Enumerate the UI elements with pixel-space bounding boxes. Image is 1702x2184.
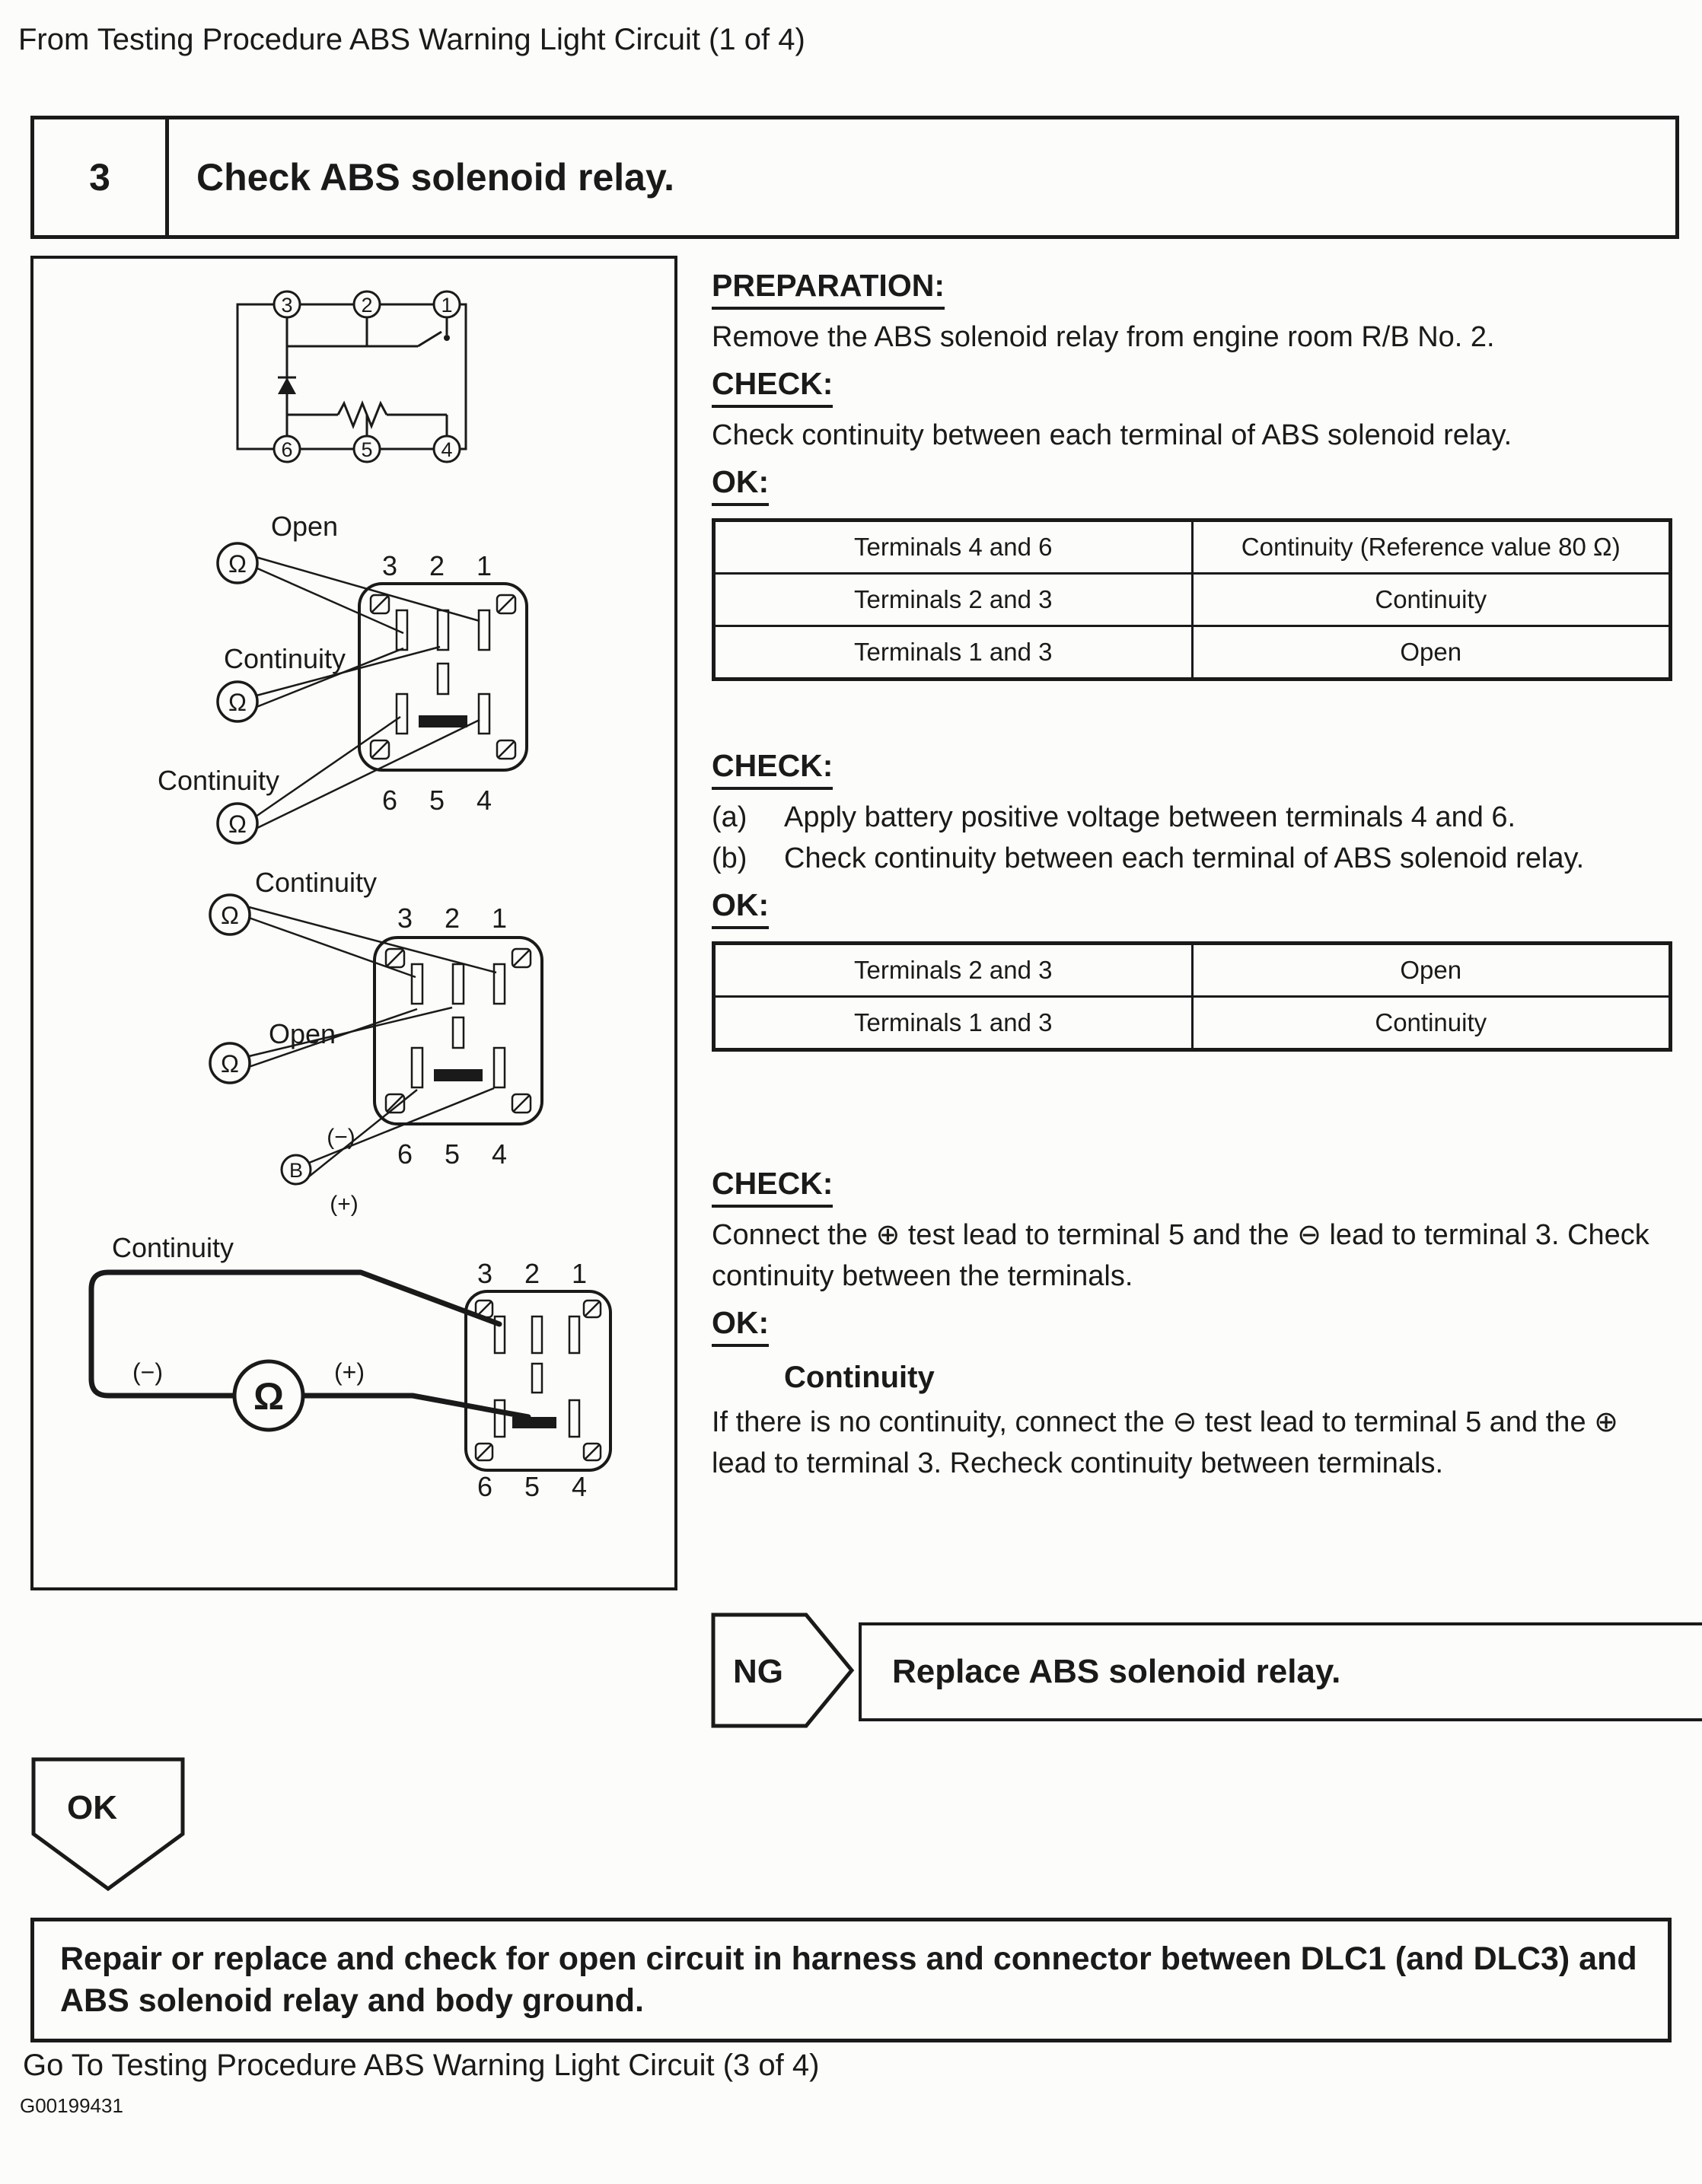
ok-heading: OK: (712, 1305, 769, 1347)
check2-section (712, 748, 1672, 880)
ok-flow-shape (30, 1756, 186, 1892)
ohm-symbol: Ω (253, 1375, 285, 1418)
step-letter: (a) (712, 801, 747, 833)
terminals-cell: Terminals 4 and 6 (714, 520, 1193, 573)
svg-text:1: 1 (441, 294, 453, 317)
check-heading: CHECK: (712, 1166, 833, 1208)
meter-label-open: Open (270, 511, 339, 542)
document-code: G00199431 (20, 2094, 123, 2117)
spec-cell: Continuity (1192, 573, 1671, 626)
table-row (714, 996, 1671, 1049)
breadcrumb-goto: Go To Testing Procedure ABS Warning Light Circuit (3 of 4) (23, 2049, 820, 2082)
diagram-box (30, 256, 677, 1590)
preparation-heading: PREPARATION: (712, 268, 945, 310)
diode-icon (278, 377, 296, 394)
check3-text: Connect the ⊕ test lead to terminal 5 and the ⊖ lead to terminal 3. Check continuity between the terminals. (712, 1218, 1649, 1292)
schematic-terminals (274, 291, 460, 462)
connector-bottom-numbers: 6 5 4 (397, 1138, 520, 1170)
table-row (714, 520, 1671, 573)
svg-text:2: 2 (361, 294, 373, 317)
ohm-symbol: Ω (221, 1050, 239, 1078)
spec-cell: Open (1192, 943, 1671, 996)
check-step-b (712, 839, 1672, 880)
svg-text:3: 3 (281, 294, 293, 317)
relay-schematic (237, 304, 466, 449)
svg-text:6: 6 (281, 438, 293, 461)
table-row (714, 573, 1671, 626)
ng-label: NG (733, 1653, 783, 1690)
connector-face-2 (375, 938, 542, 1124)
check-heading: CHECK: (712, 748, 833, 790)
meter-label-continuity: Continuity (111, 1232, 234, 1263)
svg-text:4: 4 (441, 438, 453, 461)
ok-heading: OK: (712, 887, 769, 929)
continuity-table-1 (712, 518, 1672, 681)
ok3-section (712, 1305, 1672, 1485)
connector-face-3 (466, 1291, 610, 1470)
connector-bottom-numbers: 6 5 4 (476, 1471, 600, 1502)
preparation-text: Remove the ABS solenoid relay from engine room R/B No. 2. (712, 321, 1495, 353)
connector-top-numbers: 3 2 1 (476, 1258, 600, 1289)
ok1-section (712, 464, 1672, 681)
battery-symbol: B (288, 1159, 304, 1182)
minus-lead-label: (−) (327, 1125, 355, 1150)
step-title: Check ABS solenoid relay. (196, 156, 674, 199)
plus-lead-label: (+) (330, 1192, 359, 1217)
ohm-symbol: Ω (228, 810, 247, 838)
ohm-symbol: Ω (228, 550, 247, 578)
connector-face-1 (359, 584, 527, 770)
meter-label-continuity: Continuity (254, 867, 378, 898)
step-text: Apply battery positive voltage between terminals 4 and 6. (784, 801, 1516, 833)
svg-text:5: 5 (361, 438, 373, 461)
ng-action-box: Replace ABS solenoid relay. (859, 1622, 1702, 1721)
ohm-symbol: Ω (221, 902, 239, 929)
terminals-cell: Terminals 1 and 3 (714, 996, 1193, 1049)
connector-top-numbers: 3 2 1 (381, 550, 505, 581)
plus-lead-label: (+) (334, 1358, 365, 1386)
check3-section (712, 1166, 1672, 1297)
ng-flow-shape (710, 1612, 855, 1729)
step-number: 3 (34, 119, 169, 235)
test-loop (91, 1272, 528, 1430)
ohm-symbol: Ω (228, 689, 247, 716)
breadcrumb-from: From Testing Procedure ABS Warning Light Circuit (1 of 4) (18, 23, 805, 56)
connector-bottom-numbers: 6 5 4 (381, 785, 505, 816)
ok-heading: OK: (712, 464, 769, 506)
check-heading: CHECK: (712, 366, 833, 408)
terminals-cell: Terminals 2 and 3 (714, 943, 1193, 996)
terminals-cell: Terminals 1 and 3 (714, 626, 1193, 679)
meter-label-continuity: Continuity (157, 765, 280, 796)
check1-section (712, 366, 1672, 457)
spec-cell: Continuity (Reference value 80 Ω) (1192, 520, 1671, 573)
table-row (714, 943, 1671, 996)
spec-cell: Open (1192, 626, 1671, 679)
final-result-box: Repair or replace and check for open circuit in harness and connector between DLC1 (and DLC3) and ABS solenoid relay and body ground. (30, 1918, 1672, 2042)
spec-cell: Continuity (1192, 996, 1671, 1049)
ok3-result: Continuity (784, 1360, 935, 1394)
continuity-table-2 (712, 941, 1672, 1052)
ok2-section (712, 887, 1672, 1052)
step-letter: (b) (712, 842, 747, 874)
procedure-column (712, 268, 1672, 1492)
check1-text: Check continuity between each terminal of ABS solenoid relay. (712, 419, 1512, 451)
meter-label-continuity: Continuity (223, 643, 346, 674)
relay-test-diagram (33, 259, 668, 1581)
terminals-cell: Terminals 2 and 3 (714, 573, 1193, 626)
table-row (714, 626, 1671, 679)
check-step-a (712, 798, 1672, 839)
minus-lead-label: (−) (132, 1358, 163, 1386)
step-header (30, 116, 1679, 239)
ok-label: OK (67, 1789, 117, 1826)
connector-top-numbers: 3 2 1 (397, 903, 520, 934)
step-text: Check continuity between each terminal of ABS solenoid relay. (784, 842, 1585, 874)
meter-label-open: Open (268, 1018, 336, 1049)
ok3-note: If there is no continuity, connect the ⊖ test lead to terminal 5 and the ⊕ lead to terminal 3. Recheck continuity between terminals. (712, 1406, 1618, 1479)
preparation-section (712, 268, 1672, 358)
